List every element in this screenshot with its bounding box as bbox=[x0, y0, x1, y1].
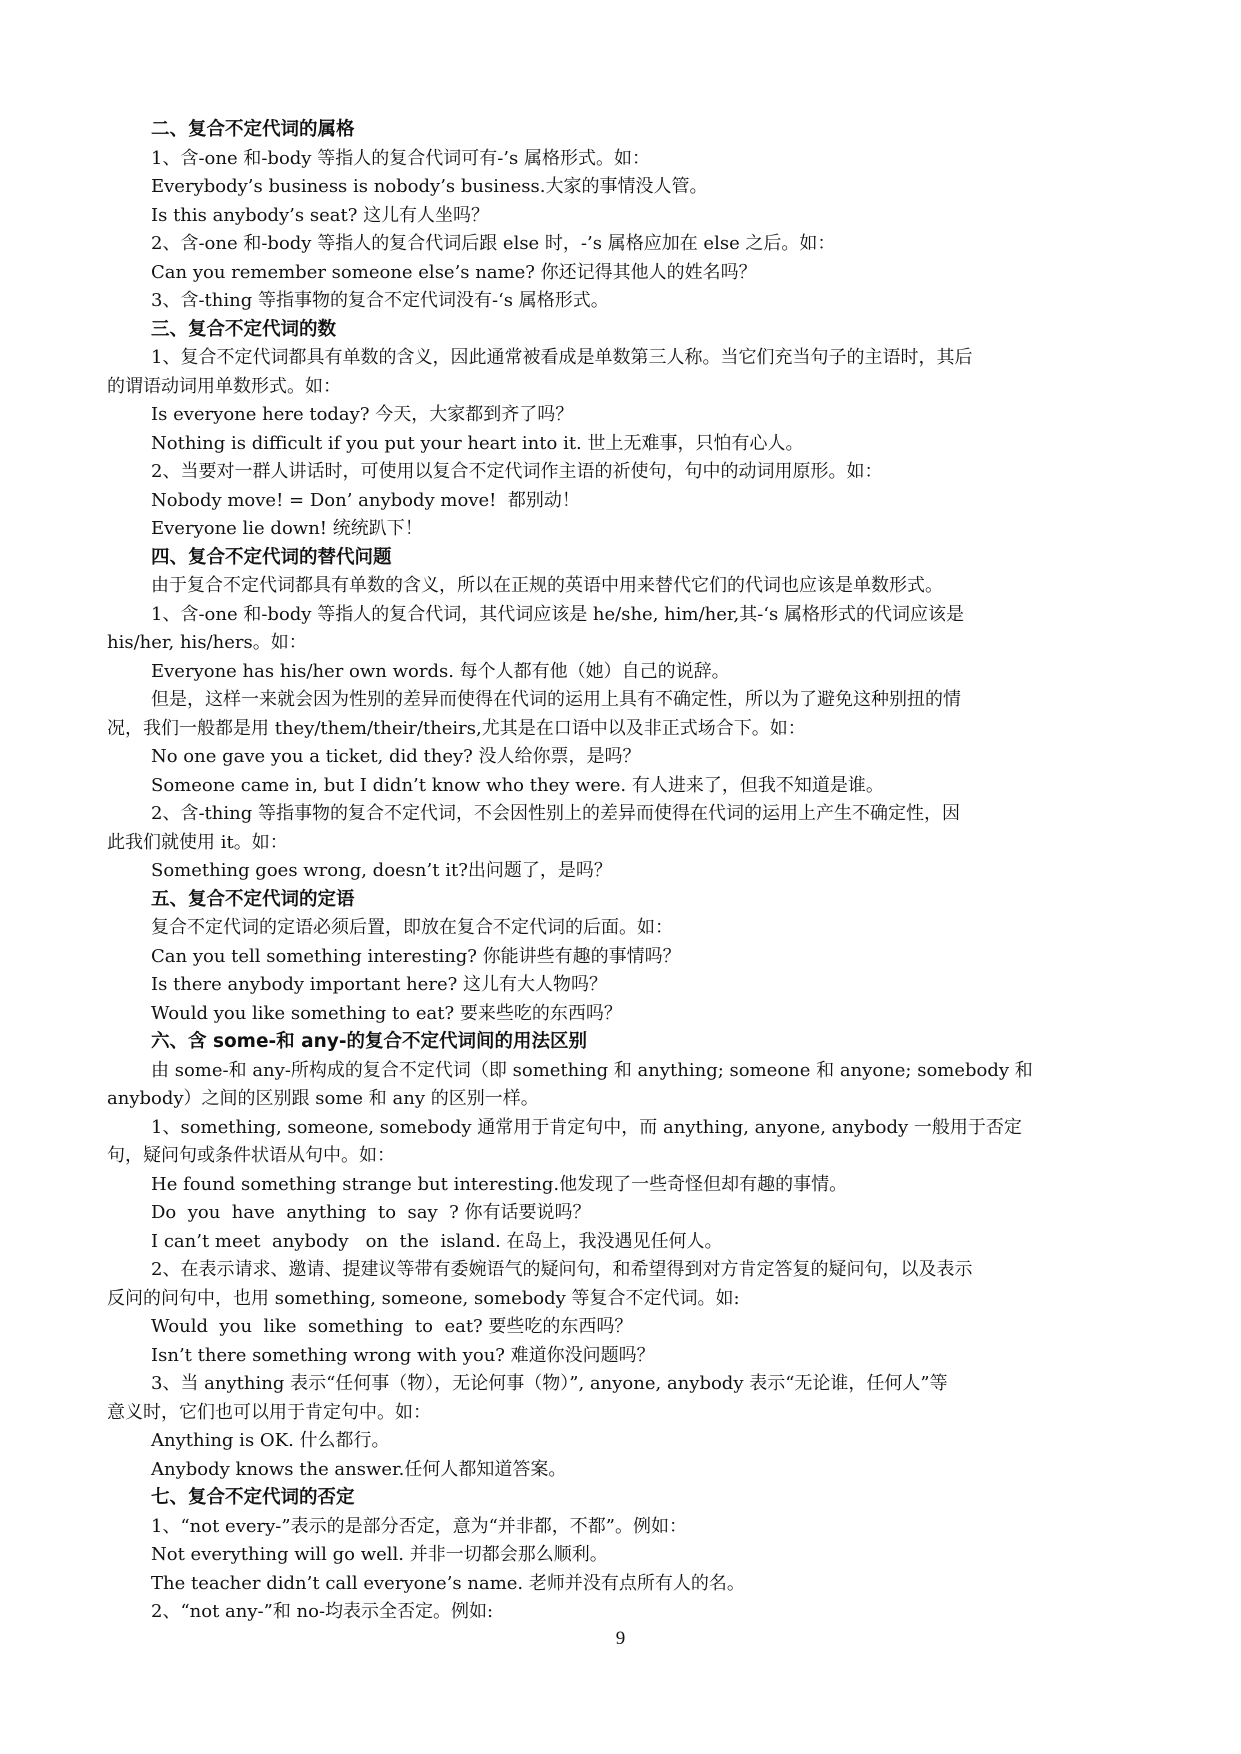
section-heading: 六、含 some-和 any-的复合不定代词间的用法区别 bbox=[151, 1031, 587, 1052]
section-heading: 七、复合不定代词的否定 bbox=[151, 1487, 355, 1508]
text-line: Isn’t there something wrong with you? 难道你没问题吗？ bbox=[151, 1344, 655, 1366]
text-line: No one gave you a ticket, did they? 没人给你票，是吗？ bbox=[151, 746, 641, 767]
text-line: 2、含-thing 等指事物的复合不定代词，不会因性别上的差异而使得在代词的运用上产生不确定性，因 bbox=[151, 803, 960, 824]
text-line: 由于复合不定代词都具有单数的含义，所以在正规的英语中用来替代它们的代词也应该是单数形式。 bbox=[151, 575, 943, 596]
text-line: 3、含-thing 等指事物的复合不定代词没有-‘s 属格形式。 bbox=[151, 290, 609, 311]
text-line: Do you have anything to say ? 你有话要说吗？ bbox=[151, 1202, 591, 1223]
text-line: Everyone has his/her own words. 每个人都有他（她）自己的说辞。 bbox=[151, 660, 730, 682]
text-line: 句，疑问句或条件状语从句中。如： bbox=[107, 1145, 395, 1166]
text-line: Not everything will go well. 并非一切都会那么顺利。 bbox=[151, 1544, 608, 1565]
text-line: 1、含-one 和-body 等指人的复合代词，其代词应该是 he/she, him/her,其-‘s 属格形式的代词应该是 bbox=[151, 603, 964, 625]
text-line: Is there anybody important here? 这儿有大人物吗？ bbox=[151, 974, 607, 995]
text-line: 1、复合不定代词都具有单数的含义，因此通常被看成是单数第三人称。当它们充当句子的主语时，其后 bbox=[151, 347, 973, 368]
text-line: 2、在表示请求、邀请、提建议等带有委婉语气的疑问句，和希望得到对方肯定答复的疑问句，以及表示 bbox=[151, 1259, 973, 1280]
text-line: Can you tell something interesting? 你能讲些有趣的事情吗？ bbox=[151, 945, 681, 967]
text-line: 2、含-one 和-body 等指人的复合代词后跟 else 时，-’s 属格应加在 else 之后。如： bbox=[151, 233, 836, 254]
section-heading: 五、复合不定代词的定语 bbox=[151, 888, 355, 910]
text-line: anybody）之间的区别跟 some 和 any 的区别一样。 bbox=[107, 1088, 539, 1109]
text-line: 1、“not every-”表示的是部分否定，意为“并非都，不都”。例如： bbox=[151, 1515, 687, 1537]
document-body bbox=[107, 116, 1137, 1627]
text-line: Is everyone here today? 今天，大家都到齐了吗？ bbox=[151, 404, 574, 425]
text-line: Everybody’s business is nobody’s business.大家的事情没人管。 bbox=[151, 176, 708, 197]
text-line: 2、“not any-”和 no-均表示全否定。例如: bbox=[151, 1601, 494, 1622]
text-line: Would you like something to eat? 要些吃的东西吗？ bbox=[151, 1316, 633, 1337]
text-line: I can’t meet anybody on the island. 在岛上，我没遇见任何人。 bbox=[151, 1230, 723, 1252]
text-line: Someone came in, but I didn’t know who they were. 有人进来了，但我不知道是谁。 bbox=[151, 774, 884, 796]
text-line: 反问的问句中，也用 something, someone, somebody 等复合不定代词。如: bbox=[107, 1287, 740, 1309]
text-line: Nothing is difficult if you put your heart into it. 世上无难事，只怕有心人。 bbox=[151, 432, 804, 454]
text-line: his/her, his/hers。如： bbox=[107, 632, 307, 653]
text-line: 的谓语动词用单数形式。如： bbox=[107, 375, 341, 397]
section-heading: 三、复合不定代词的数 bbox=[151, 318, 337, 340]
section-heading: 四、复合不定代词的替代问题 bbox=[151, 546, 392, 568]
text-line: 由 some-和 any-所构成的复合不定代词（即 something 和 anything; someone 和 anyone; somebody 和 bbox=[151, 1059, 1033, 1081]
text-line: Would you like something to eat? 要来些吃的东西吗？ bbox=[151, 1002, 622, 1024]
text-line: The teacher didn’t call everyone’s name. 老师并没有点所有人的名。 bbox=[151, 1572, 745, 1594]
text-line: 况，我们一般都是用 they/them/their/theirs,尤其是在口语中以及非正式场合下。如： bbox=[107, 717, 806, 739]
text-line: 但是，这样一来就会因为性别的差异而使得在代词的运用上具有不确定性，所以为了避免这种别扭的情 bbox=[151, 689, 961, 710]
text-line: Anything is OK. 什么都行。 bbox=[151, 1430, 390, 1451]
text-line: 2、当要对一群人讲话时，可使用以复合不定代词作主语的祈使句，句中的动词用原形。如： bbox=[151, 461, 883, 482]
text-line: Something goes wrong, doesn’t it?出问题了，是吗？ bbox=[151, 860, 612, 881]
text-line: Can you remember someone else’s name? 你还记得其他人的姓名吗？ bbox=[151, 261, 757, 283]
text-line: 此我们就使用 it。如： bbox=[107, 831, 288, 853]
text-line: Everyone lie down! 统统趴下！ bbox=[151, 518, 423, 539]
text-line: 复合不定代词的定语必须后置，即放在复合不定代词的后面。如： bbox=[151, 917, 673, 938]
text-line: 1、something, someone, somebody 通常用于肯定句中，而 anything, anyone, anybody 一般用于否定 bbox=[151, 1116, 1022, 1138]
text-line: 意义时，它们也可以用于肯定句中。如： bbox=[107, 1401, 431, 1423]
text-line: He found something strange but interesting.他发现了一些奇怪但却有趣的事情。 bbox=[151, 1173, 848, 1195]
text-line: 3、当 anything 表示“任何事（物），无论何事（物）”, anyone, anybody 表示“无论谁，任何人”等 bbox=[151, 1373, 948, 1394]
text-line: 1、含-one 和-body 等指人的复合代词可有-’s 属格形式。如： bbox=[151, 147, 650, 169]
section-heading: 二、复合不定代词的属格 bbox=[151, 119, 355, 140]
text-line: Is this anybody’s seat? 这儿有人坐吗？ bbox=[151, 204, 490, 226]
text-line: Anybody knows the answer.任何人都知道答案。 bbox=[151, 1458, 567, 1480]
text-line: Nobody move! = Don’ anybody move! 都别动！ bbox=[151, 489, 580, 511]
page-number: 9 bbox=[615, 1628, 626, 1649]
